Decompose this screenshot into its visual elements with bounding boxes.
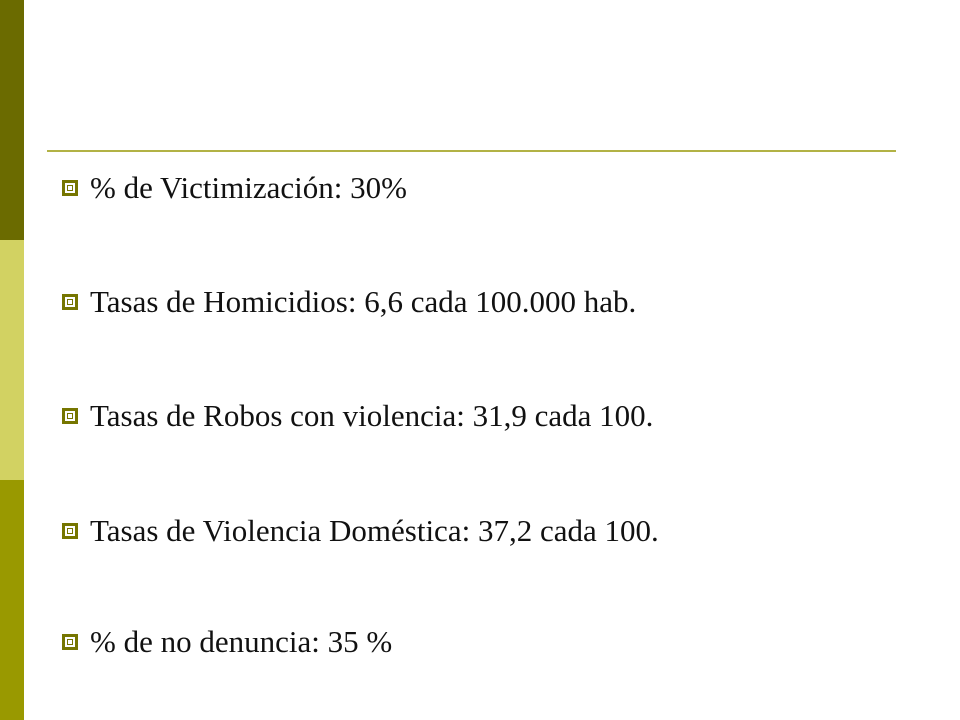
bullet-text: % de no denuncia: 35 %: [90, 624, 393, 659]
bullet-item-non-reporting: [62, 622, 392, 662]
left-accent-bar-bottom: [0, 480, 24, 720]
bullet-item-victimization: [62, 168, 407, 208]
square-bullet-icon: [62, 634, 78, 650]
bullet-list: [62, 0, 942, 720]
square-bullet-icon: [62, 523, 78, 539]
square-bullet-icon: [62, 294, 78, 310]
bullet-text: Tasas de Robos con violencia: 31,9 cada 100.: [90, 398, 654, 433]
bullet-item-robberies: [62, 396, 653, 436]
left-accent-bar-middle: [0, 240, 24, 480]
bullet-text: Tasas de Violencia Doméstica: 37,2 cada 100.: [90, 513, 659, 548]
square-bullet-icon: [62, 408, 78, 424]
bullet-item-homicides: [62, 282, 636, 322]
square-bullet-icon: [62, 180, 78, 196]
bullet-text: Tasas de Homicidios: 6,6 cada 100.000 hab.: [90, 284, 637, 319]
left-accent-bar-top: [0, 0, 24, 240]
bullet-item-domestic-violence: [62, 511, 659, 551]
bullet-text: % de Victimización: 30%: [90, 170, 407, 205]
